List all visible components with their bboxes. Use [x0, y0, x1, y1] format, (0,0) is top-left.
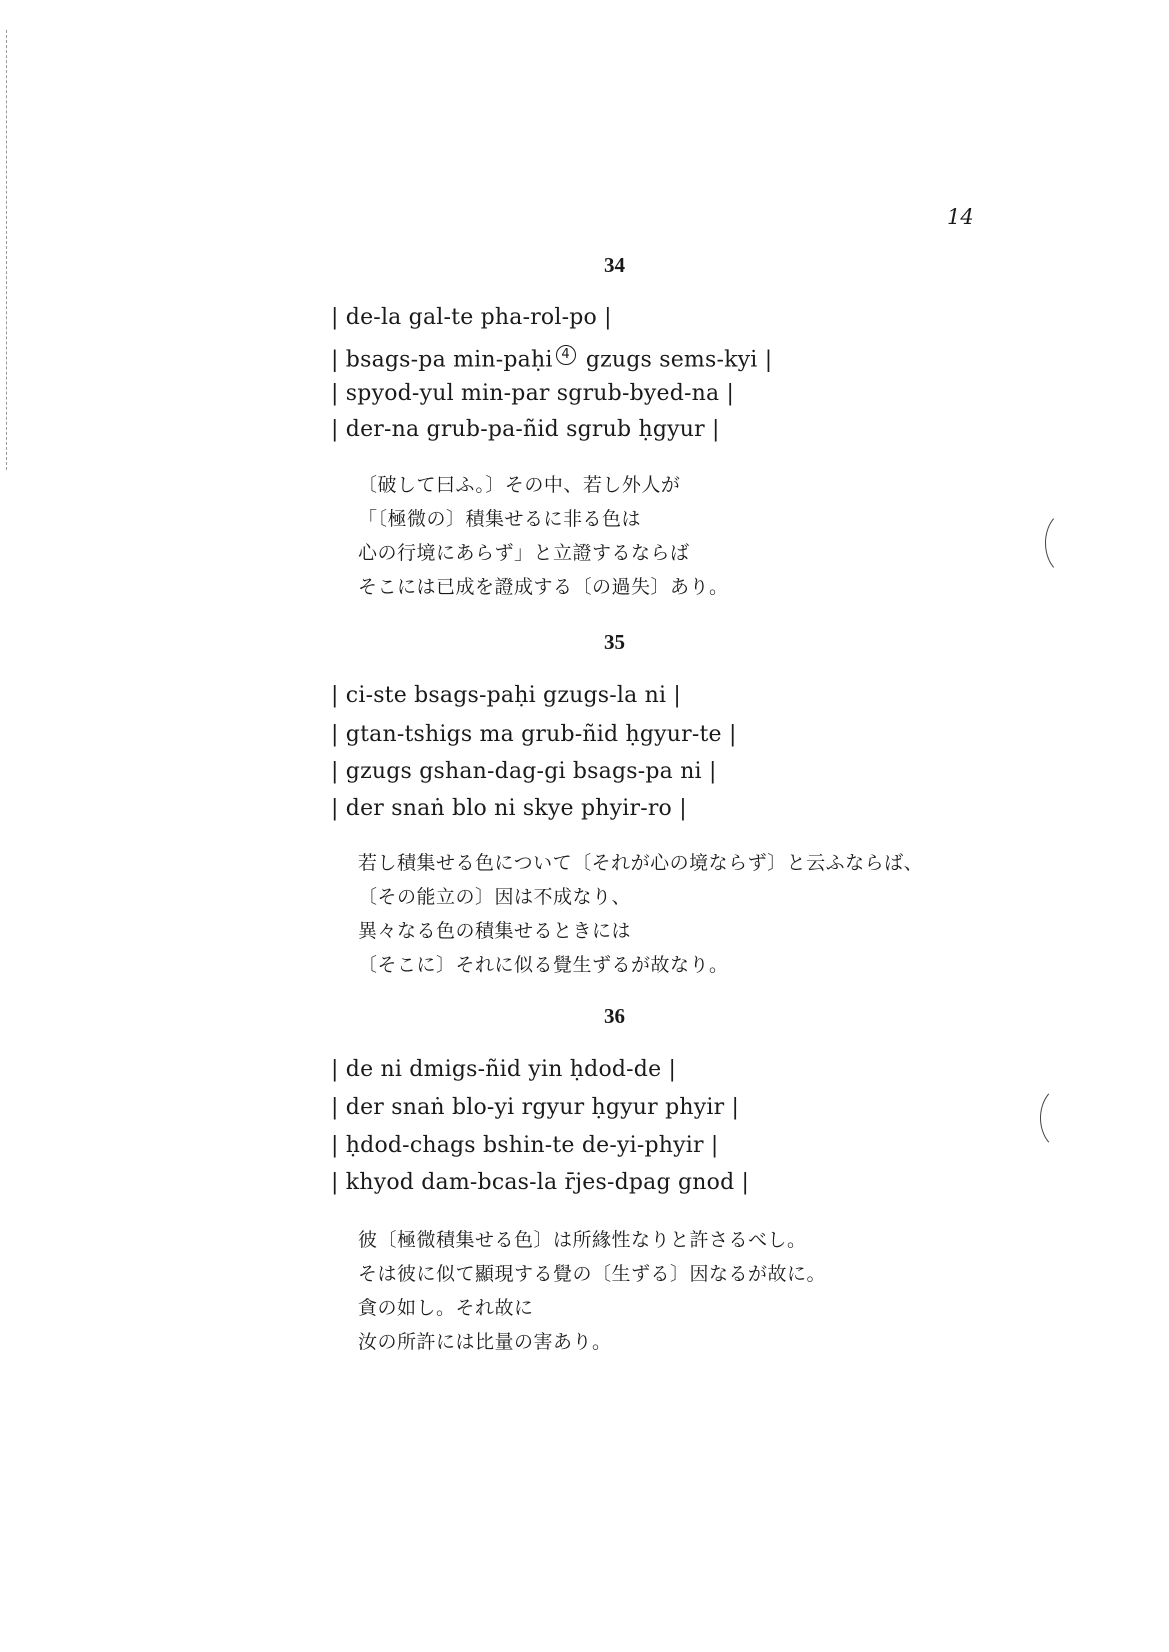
tibetan-line: | der-na grub-pa-ñid sgrub ḥgyur |: [331, 417, 720, 442]
japanese-line: 「〔極微の〕積集せるに非る色は: [358, 508, 642, 530]
japanese-line: 彼〔極微積集せる色〕は所緣性なりと許さるべし。: [358, 1229, 807, 1251]
japanese-line: 汝の所許には比量の害あり。: [358, 1331, 612, 1353]
japanese-line: 心の行境にあらず」と立證するならば: [358, 542, 690, 564]
verse-number-35: 35: [604, 630, 625, 654]
tibetan-line-part: gzugs sems-kyi |: [585, 347, 773, 373]
japanese-line: そこには已成を證成する〔の過失〕あり。: [358, 576, 729, 598]
margin-arc-mark: [1045, 510, 1094, 576]
tibetan-line: | gzugs gshan-dag-gi bsags-pa ni |: [331, 759, 717, 784]
tibetan-line: | khyod dam-bcas-la r̄jes-dpag gnod |: [331, 1170, 750, 1195]
tibetan-line: | gtan-tshigs ma grub-ñid ḥgyur-te |: [331, 722, 737, 747]
japanese-line: 異々なる色の積集せるときには: [358, 920, 632, 942]
verse-number-34: 34: [604, 253, 625, 277]
footnote-marker: 4: [556, 345, 576, 365]
verse-number-36: 36: [604, 1004, 625, 1028]
japanese-line: 〔破して曰ふ。〕その中、若し外人が: [358, 474, 681, 496]
tibetan-line-part: | bsags-pa min-paḥi: [331, 347, 553, 373]
tibetan-line: | de ni dmigs-ñid yin ḥdod-de |: [331, 1057, 677, 1082]
tibetan-line: | ḥdod-chags bshin-te de-yi-phyir |: [331, 1133, 719, 1158]
tibetan-line: [331, 345, 772, 372]
tibetan-line: | de-la gal-te pha-rol-po |: [331, 305, 612, 330]
japanese-line: 若し積集せる色について〔それが心の境ならず〕と云ふならば、: [358, 852, 924, 874]
tibetan-line: | der snaṅ blo-yi rgyur ḥgyur phyir |: [331, 1095, 740, 1120]
page-number: 14: [947, 205, 974, 229]
japanese-line: 〔その能立の〕因は不成なり、: [358, 886, 632, 908]
tibetan-line: | ci-ste bsags-paḥi gzugs-la ni |: [331, 683, 682, 708]
tibetan-line: | spyod-yul min-par sgrub-byed-na |: [331, 381, 735, 406]
tibetan-line: | der snaṅ blo ni skye phyir-ro |: [331, 796, 687, 821]
japanese-line: 〔そこに〕それに似る覺生ずるが故なり。: [358, 954, 729, 976]
japanese-line: 貪の如し。それ故に: [358, 1297, 534, 1319]
margin-arc-mark: [1040, 1085, 1091, 1151]
japanese-line: そは彼に似て顯現する覺の〔生ずる〕因なるが故に。: [358, 1263, 827, 1285]
scan-edge: [0, 30, 7, 470]
